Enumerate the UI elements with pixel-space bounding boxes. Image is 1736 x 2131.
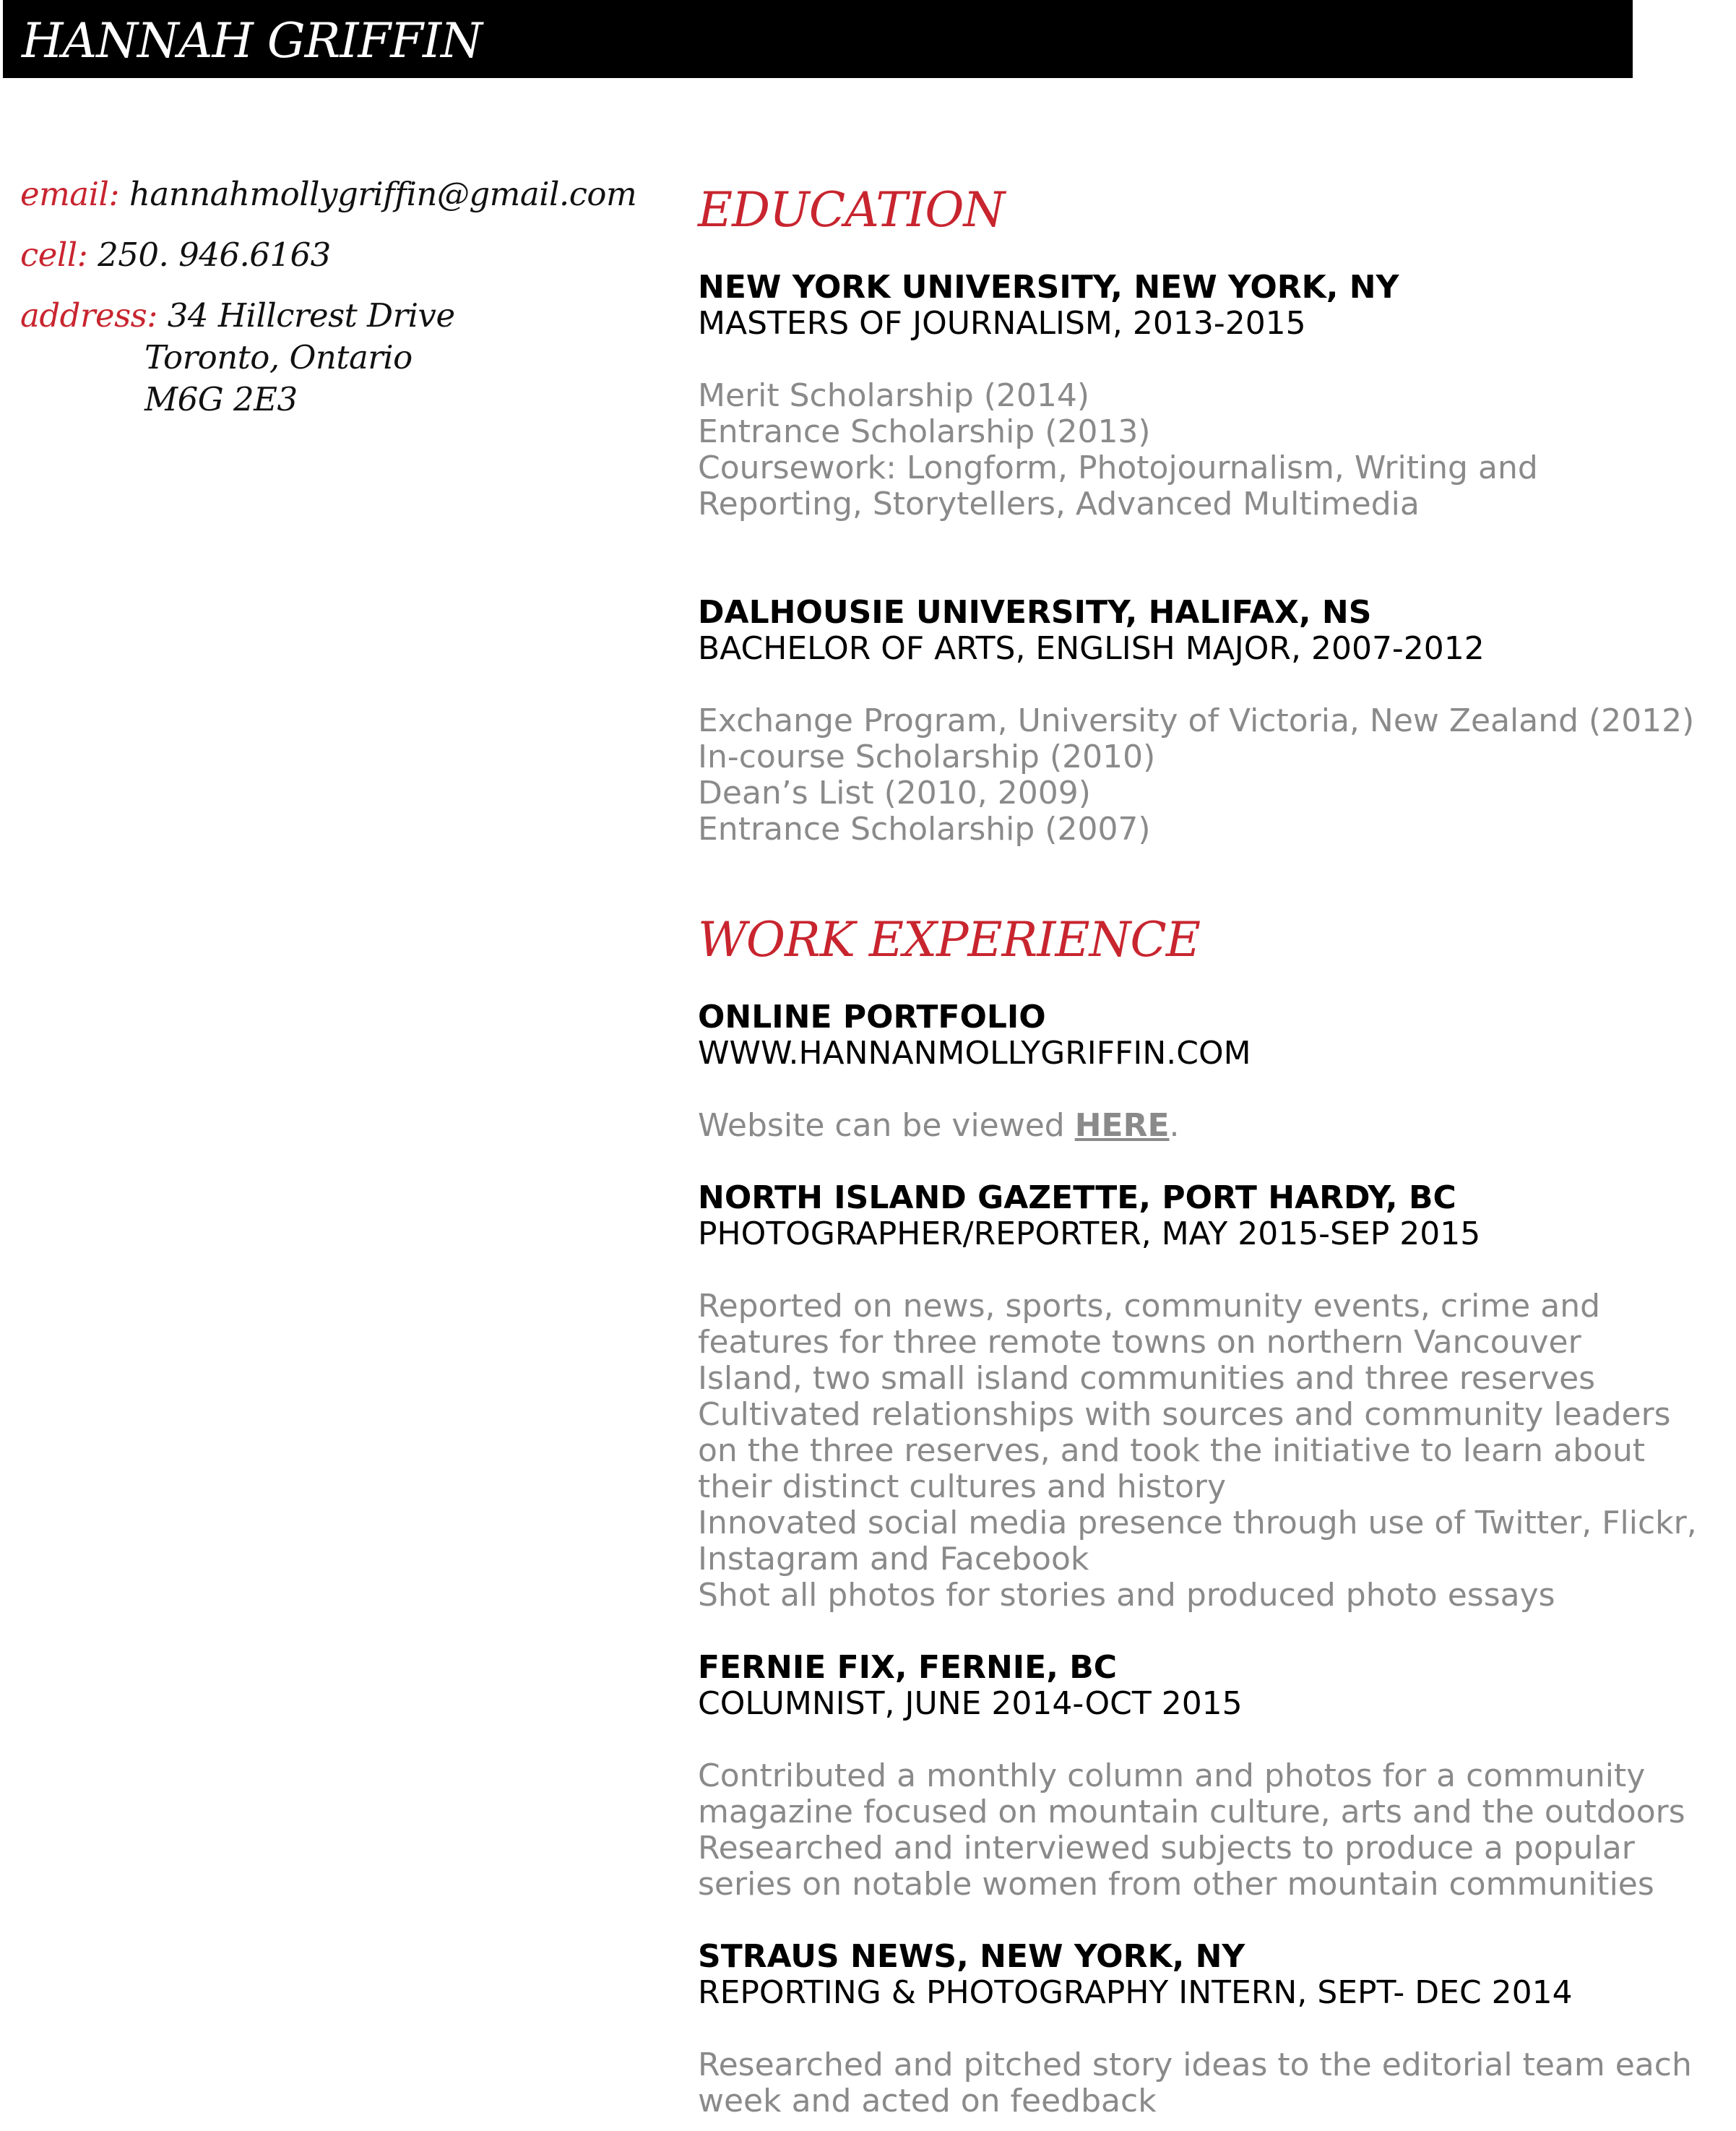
entry-subtitle: PHOTOGRAPHER/REPORTER, MAY 2015-SEP 2015 — [698, 1215, 1481, 1252]
entry-subtitle: BACHELOR OF ARTS, ENGLISH MAJOR, 2007-2012 — [698, 630, 1485, 667]
detail-line: Instagram and Facebook — [698, 1541, 1089, 1577]
detail-line: features for three remote towns on northern Vancouver — [698, 1324, 1581, 1361]
resume-name: HANNAH GRIFFIN — [22, 13, 482, 69]
portfolio-url: WWW.HANNANMOLLYGRIFFIN.COM — [698, 1035, 1251, 1072]
entry-title: ONLINE PORTFOLIO — [698, 999, 1046, 1036]
detail-line: on the three reserves, and took the initiative to learn about — [698, 1432, 1646, 1469]
detail-line: Coursework: Longform, Photojournalism, Writing and — [698, 449, 1538, 486]
entry-title: NEW YORK UNIVERSITY, NEW YORK, NY — [698, 269, 1399, 306]
cell-label: cell: — [20, 236, 88, 274]
detail-line: Researched and pitched story ideas to the editorial team each — [698, 2046, 1692, 2083]
email-label: email: — [20, 175, 120, 213]
entry-subtitle: COLUMNIST, JUNE 2014-OCT 2015 — [698, 1685, 1243, 1722]
detail-line: Reporting, Storytellers, Advanced Multimedia — [698, 486, 1420, 522]
detail-line: Island, two small island communities and three reserves — [698, 1360, 1596, 1397]
detail-line: Shot all photos for stories and produced photo essays — [698, 1577, 1555, 1614]
address-label: address: — [20, 296, 157, 335]
detail-line: Entrance Scholarship (2007) — [698, 811, 1151, 848]
detail-line: Dean’s List (2010, 2009) — [698, 775, 1091, 811]
detail-line: Merit Scholarship (2014) — [698, 377, 1090, 414]
portfolio-note-end: . — [1169, 1107, 1180, 1144]
email-value[interactable]: hannahmollygriffin@gmail.com — [129, 175, 637, 213]
entry-title: NORTH ISLAND GAZETTE, PORT HARDY, BC — [698, 1179, 1456, 1216]
entry-subtitle: REPORTING & PHOTOGRAPHY INTERN, SEPT- DEC 2014 — [698, 1974, 1573, 2011]
detail-line: Entrance Scholarship (2013) — [698, 413, 1151, 450]
detail-line: Exchange Program, University of Victoria, New Zealand (2012) — [698, 702, 1695, 739]
work-experience-heading: WORK EXPERIENCE — [698, 912, 1201, 968]
detail-line: series on notable women from other mountain communities — [698, 1866, 1654, 1903]
email-row — [20, 175, 636, 213]
address-line: M6G 2E3 — [144, 380, 298, 418]
address-line: 34 Hillcrest Drive — [167, 296, 455, 335]
detail-line: Contributed a monthly column and photos for a community — [698, 1757, 1646, 1794]
entry-subtitle: MASTERS OF JOURNALISM, 2013-2015 — [698, 305, 1306, 342]
header-bar — [3, 0, 1633, 78]
entry-title: STRAUS NEWS, NEW YORK, NY — [698, 1938, 1245, 1975]
detail-line: In-course Scholarship (2010) — [698, 739, 1156, 775]
portfolio-note — [698, 1108, 1180, 1144]
detail-line: week and acted on feedback — [698, 2083, 1157, 2119]
detail-line: Reported on news, sports, community events, crime and — [698, 1288, 1601, 1325]
portfolio-link[interactable]: HERE — [1074, 1107, 1170, 1144]
cell-row — [20, 236, 331, 274]
detail-line: their distinct cultures and history — [698, 1468, 1227, 1505]
entry-title: DALHOUSIE UNIVERSITY, HALIFAX, NS — [698, 594, 1372, 631]
portfolio-note-text: Website can be viewed — [698, 1107, 1075, 1144]
detail-line: Cultivated relationships with sources and community leaders — [698, 1396, 1671, 1433]
entry-title: FERNIE FIX, FERNIE, BC — [698, 1649, 1118, 1686]
detail-line: Researched and interviewed subjects to produce a popular — [698, 1830, 1635, 1867]
detail-line: Innovated social media presence through use of Twitter, Flickr, — [698, 1504, 1697, 1541]
detail-line: magazine focused on mountain culture, arts and the outdoors — [698, 1794, 1685, 1830]
cell-value: 250. 946.6163 — [98, 236, 331, 274]
address-row — [20, 296, 455, 335]
address-line: Toronto, Ontario — [144, 338, 413, 376]
education-heading: EDUCATION — [698, 182, 1005, 238]
